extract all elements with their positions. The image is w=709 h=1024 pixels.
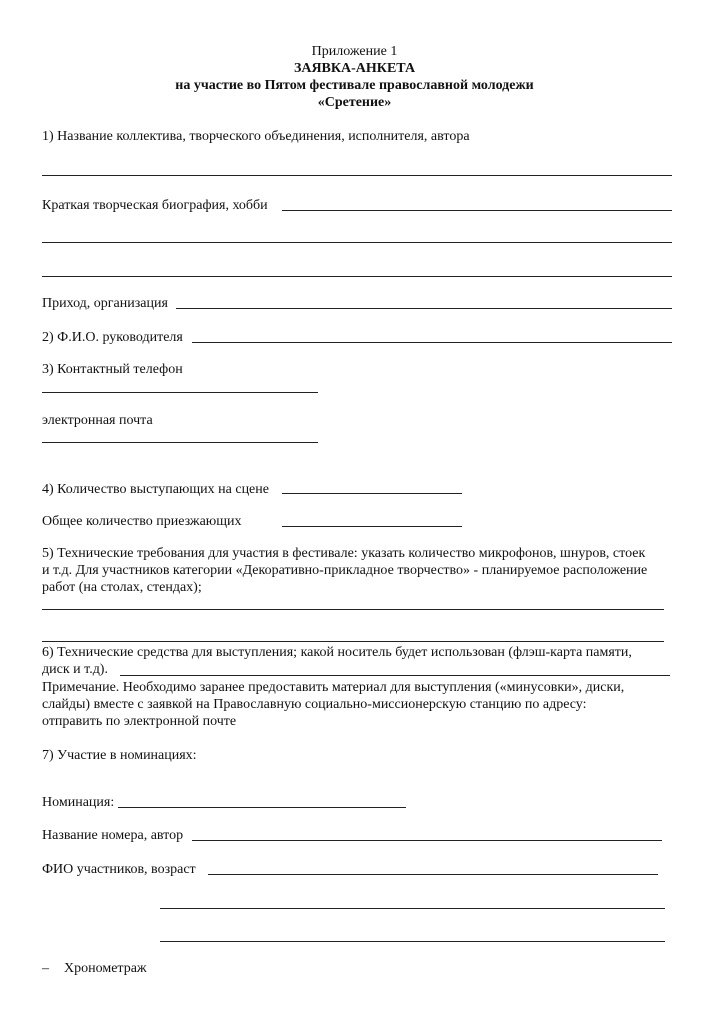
note-text-2: слайды) вместе с заявкой на Православную социально-миссионерскую станцию по адресу:	[42, 697, 587, 712]
appendix-label: Приложение 1	[311, 44, 398, 59]
total-attendees-field[interactable]	[282, 526, 462, 527]
note-text-1: Примечание. Необходимо заранее предоставить материал для выступления («минусовки», диски,	[42, 680, 625, 695]
act-title-field[interactable]	[192, 840, 662, 841]
nomination-label: Номинация:	[42, 795, 115, 810]
participants-field-3[interactable]	[160, 941, 665, 942]
total-attendees-label: Общее количество приезжающих	[42, 514, 242, 529]
performers-count-field[interactable]	[282, 493, 462, 494]
phone-field[interactable]	[42, 392, 318, 393]
tech-means-text-2: диск и т.д).	[42, 662, 108, 677]
leader-name-label: 2) Ф.И.О. руководителя	[42, 330, 183, 345]
tech-means-text-1: 6) Технические средства для выступления; какой носитель будет использован (флэш-карта памяти,	[42, 645, 632, 660]
tech-means-field[interactable]	[120, 675, 670, 676]
email-label: электронная почта	[42, 413, 153, 428]
email-field[interactable]	[42, 442, 318, 443]
parish-label: Приход, организация	[42, 296, 168, 311]
participants-field-2[interactable]	[160, 908, 665, 909]
participants-label: ФИО участников, возраст	[42, 862, 196, 877]
parish-field[interactable]	[176, 308, 672, 309]
bio-label: Краткая творческая биография, хобби	[42, 198, 268, 213]
form-subtitle: на участие во Пятом фестивале православной молодежи	[175, 78, 534, 93]
tech-requirements-text-1: 5) Технические требования для участия в фестивале: указать количество микрофонов, шнуров, стоек	[42, 546, 646, 561]
phone-label: 3) Контактный телефон	[42, 362, 183, 377]
tech-requirements-field[interactable]	[42, 609, 664, 610]
tech-requirements-text-2: и т.д. Для участников категории «Декоративно-прикладное творчество» - планируемое расположение	[42, 563, 648, 578]
participants-field[interactable]	[208, 874, 658, 875]
note-text-3: отправить по электронной почте	[42, 714, 237, 729]
nominations-label: 7) Участие в номинациях:	[42, 748, 197, 763]
timing-bullet: –	[42, 961, 49, 976]
performers-count-label: 4) Количество выступающих на сцене	[42, 482, 269, 497]
tech-requirements-text-3: работ (на столах, стендах);	[42, 580, 202, 595]
tech-requirements-field-2[interactable]	[42, 641, 664, 642]
group-name-label: 1) Название коллектива, творческого объединения, исполнителя, автора	[42, 129, 470, 144]
timing-label: Хронометраж	[64, 961, 147, 976]
nomination-field[interactable]	[118, 807, 406, 808]
leader-name-field[interactable]	[192, 342, 672, 343]
act-title-label: Название номера, автор	[42, 828, 184, 843]
festival-name: «Сретение»	[317, 95, 392, 110]
form-title: ЗАЯВКА-АНКЕТА	[293, 61, 416, 76]
group-name-field[interactable]	[42, 175, 672, 176]
bio-field-line-3[interactable]	[42, 276, 672, 277]
bio-field[interactable]	[282, 210, 672, 211]
bio-field-line-2[interactable]	[42, 242, 672, 243]
